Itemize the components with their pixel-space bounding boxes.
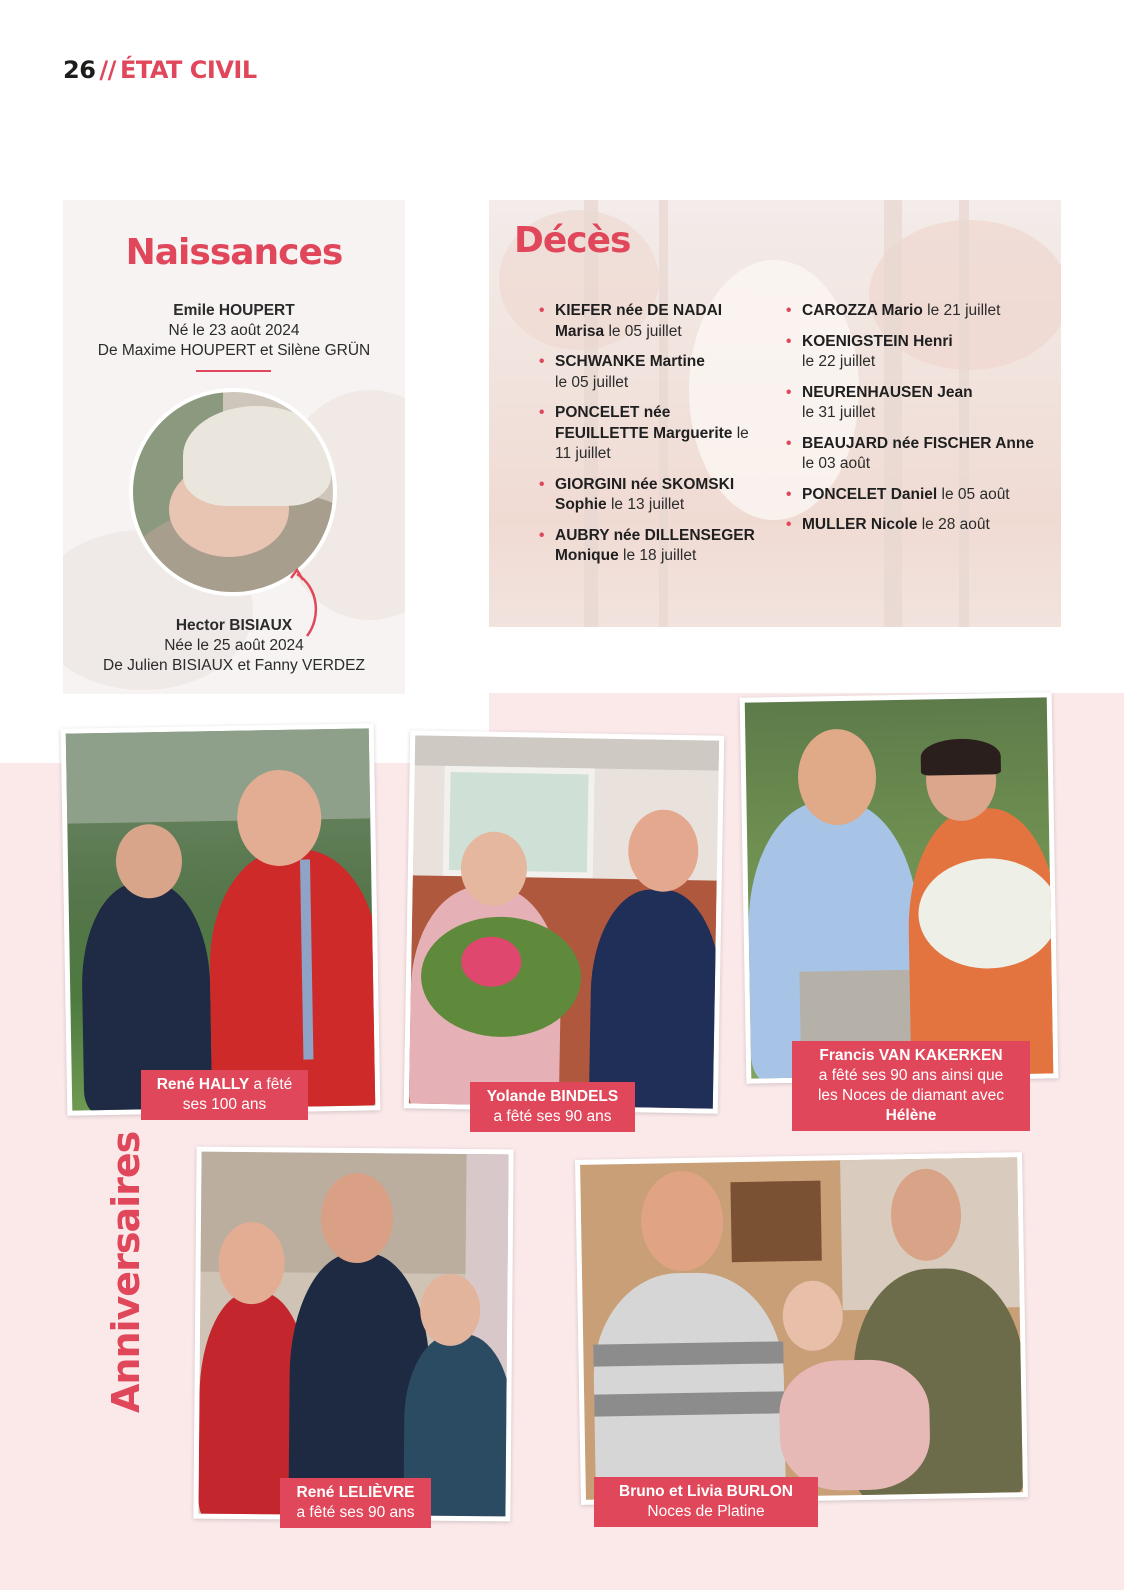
baby-photo bbox=[129, 388, 337, 596]
deaths-list bbox=[786, 301, 1046, 546]
list-item: • MULLER Nicole le 28 août bbox=[786, 515, 1046, 536]
anniversary-caption: René LELIÈVRE a fêté ses 90 ans bbox=[280, 1478, 431, 1528]
list-item: • NEURENHAUSEN Jean le 31 juillet bbox=[786, 383, 1046, 424]
birth-name: Emile HOUPERT bbox=[173, 302, 295, 319]
anniversary-photo bbox=[193, 1147, 513, 1522]
anniversary-caption: Bruno et Livia BURLON Noces de Platine bbox=[594, 1477, 818, 1527]
anniversary-photo bbox=[740, 692, 1059, 1083]
birth-parents: De Julien BISIAUX et Fanny VERDEZ bbox=[103, 657, 365, 674]
birth-name: Hector BISIAUX bbox=[175, 617, 293, 634]
deaths-list bbox=[539, 301, 759, 577]
deaths-panel bbox=[489, 200, 1061, 627]
anniversary-caption: Francis VAN KAKERKEN a fêté ses 90 ans ainsi que les Noces de diamant avec Hélène bbox=[792, 1041, 1030, 1131]
list-item: • AUBRY née DILLENSEGER Monique le 18 juillet bbox=[539, 526, 759, 567]
deaths-title: Décès bbox=[514, 220, 631, 261]
births-panel bbox=[63, 200, 405, 694]
list-item: • GIORGINI née SKOMSKI Sophie le 13 juillet bbox=[539, 475, 759, 516]
list-item: • SCHWANKE Martine le 05 juillet bbox=[539, 352, 759, 393]
divider bbox=[196, 370, 271, 372]
page-number: 26 bbox=[63, 56, 96, 84]
birth-entry bbox=[63, 616, 405, 676]
flower-bouquet bbox=[779, 1359, 931, 1492]
anniversary-caption: René HALLY a fêté ses 100 ans bbox=[141, 1070, 308, 1120]
list-item: • KOENIGSTEIN Henri le 22 juillet bbox=[786, 332, 1046, 373]
anniversary-photo bbox=[575, 1152, 1028, 1505]
header-separator: // bbox=[99, 56, 116, 84]
birth-entry bbox=[63, 301, 405, 361]
section-title: ÉTAT CIVIL bbox=[119, 56, 257, 84]
list-item: • BEAUJARD née FISCHER Anne le 03 août bbox=[786, 434, 1046, 475]
person-figure bbox=[589, 888, 720, 1108]
list-item: • CAROZZA Mario le 21 juillet bbox=[786, 301, 1046, 322]
list-item: • KIEFER née DE NADAI Marisa le 05 juillet bbox=[539, 301, 759, 342]
birth-date: Née le 25 août 2024 bbox=[164, 637, 304, 654]
anniversary-photo bbox=[61, 723, 381, 1115]
anniversary-caption: Yolande BINDELS a fêté ses 90 ans bbox=[470, 1082, 635, 1132]
page-header bbox=[63, 56, 257, 84]
list-item: • PONCELET Daniel le 05 août bbox=[786, 485, 1046, 506]
birth-parents: De Maxime HOUPERT et Silène GRÜN bbox=[97, 342, 371, 359]
list-item: • PONCELET née FEUILLETTE Marguerite le 11 juillet bbox=[539, 403, 759, 465]
anniversaries-title: Anniversaires bbox=[104, 1131, 148, 1413]
birth-date: Né le 23 août 2024 bbox=[168, 322, 300, 339]
births-title: Naissances bbox=[125, 232, 343, 273]
anniversary-photo bbox=[404, 730, 725, 1113]
person-figure bbox=[592, 1271, 786, 1499]
